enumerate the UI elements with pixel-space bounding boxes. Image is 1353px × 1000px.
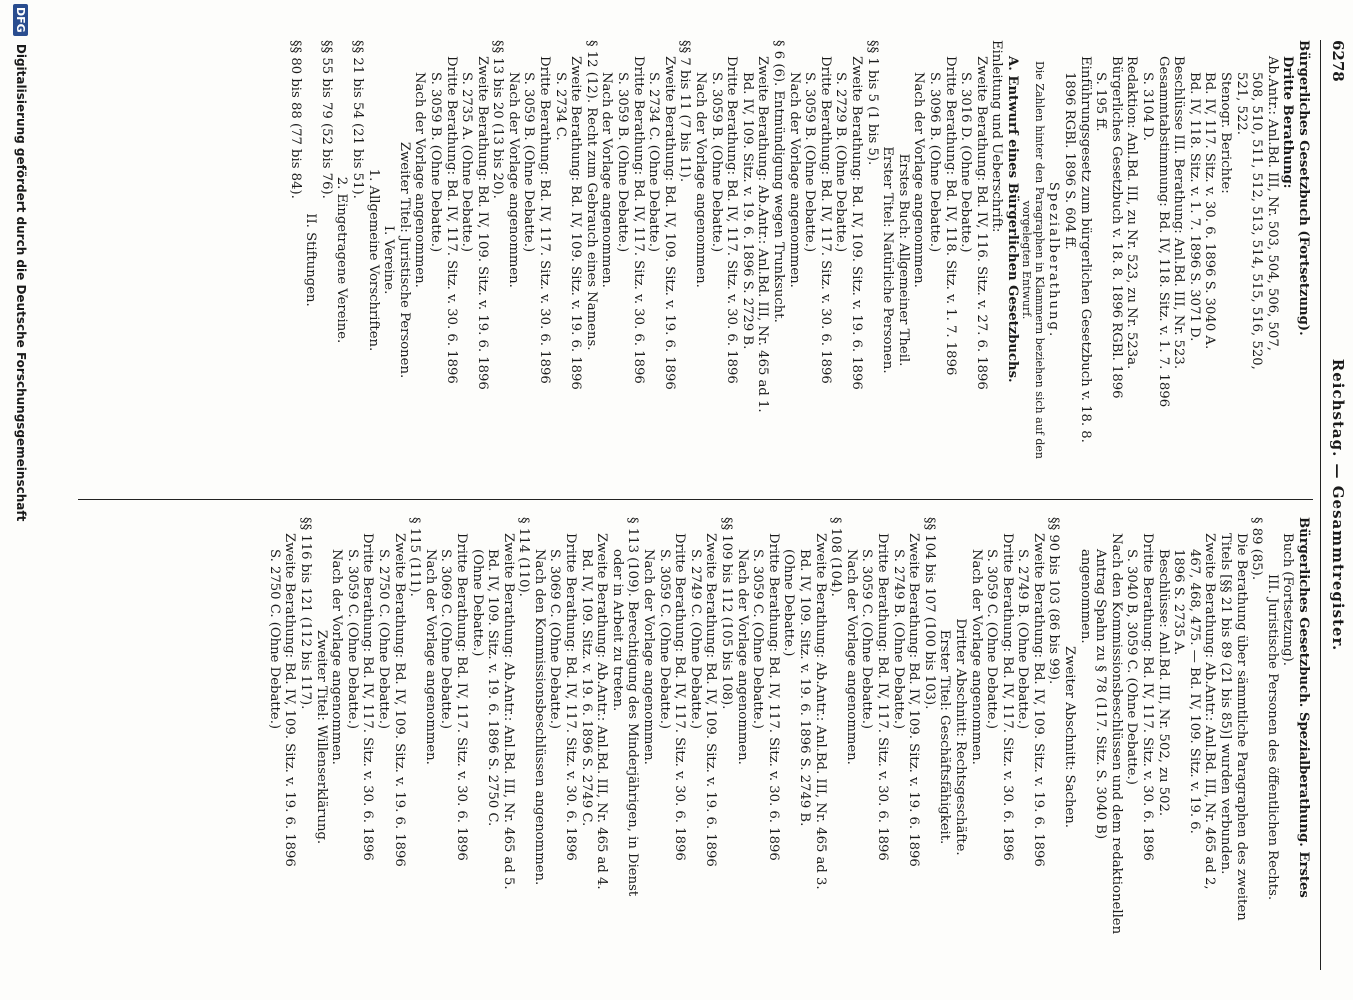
text-line: Die Berathung über sämmtliche Paragraphen des zweiten	[1233, 533, 1249, 921]
text-line: §§ 109 bis 112 (105 bis 108).	[719, 517, 735, 710]
column-divider	[78, 499, 1313, 500]
text-line: Nach der Vorlage angenommen.	[911, 72, 927, 288]
text-line: S. 2749 C. (Ohne Debatte.)	[687, 549, 703, 730]
text-line: 2. Eingetragene Vereine.	[334, 176, 350, 344]
text-line: S. 2734 C. (Ohne Debatte.)	[646, 72, 662, 253]
text-line: Nach der Vorlage angenommen.	[505, 72, 521, 288]
text-line: Nach den Kommissionsbeschlüssen angenommen.	[531, 549, 547, 886]
header-rule	[1320, 40, 1321, 970]
text-line: Zweiter Abschnitt: Sachen.	[1062, 646, 1078, 828]
text-line: Bd. IV, 118. Sitz. v. 1. 7. 1896 S. 3071 D.	[1186, 72, 1202, 342]
text-line: Nach der Vorlage angenommen.	[968, 549, 984, 765]
text-line: Dritte Berathung: Bd. IV, 117. Sitz. v. 30. 6. 1896	[874, 533, 890, 861]
text-line: Dritte Berathung: Bd. IV, 117. Sitz. v. 30. 6. 1896	[443, 56, 459, 384]
text-line: 467, 468, 475. — Bd. IV, 109. Sitz. v. 19. 6.	[1186, 549, 1202, 834]
text-line: § 12 (12). Recht zum Gebrauch eines Namens.	[583, 40, 599, 351]
text-line: §§ 1 bis 5 (1 bis 5).	[864, 40, 880, 166]
text-line: Erstes Buch: Allgemeiner Theil.	[895, 153, 911, 367]
text-line: Buch (Fortsetzung).	[1280, 533, 1296, 666]
text-line: §§ 21 bis 54 (21 bis 51).	[349, 40, 365, 199]
text-line: Dritte Berathung: Bd. IV, 117. Sitz. v. 30. 6. 1896	[999, 533, 1015, 861]
text-line: S. 3059 C. (Ohne Debatte.)	[859, 549, 875, 730]
text-line: Bürgerliches Gesetzbuch v. 18. 8. 1896 RGBl. 1896	[1108, 56, 1124, 399]
text-line: Bürgerliches Gesetzbuch. Spezialberathung. Erstes	[1296, 517, 1311, 898]
text-line: Zweiter Titel: Willenserklärung.	[313, 629, 329, 845]
text-line: Dritte Berathung: Bd. IV, 117. Sitz. v. 30. 6. 1896	[817, 56, 833, 384]
text-line: (Ohne Debatte.)	[469, 549, 485, 657]
right-column	[266, 517, 1311, 957]
text-line: S. 3059 B. (Ohne Debatte.)	[708, 72, 724, 253]
left-column	[287, 40, 1311, 480]
text-line: Beschlüsse: Anl.Bd. III, Nr. 502, zu 502.	[1155, 549, 1171, 817]
text-line: Dritte Berathung: Bd. IV, 117. Sitz. v. 30. 6. 1896	[1140, 533, 1156, 861]
text-line: §§ 13 bis 20 (13 bis 20).	[490, 40, 506, 199]
text-line: Zweite Berathung: Bd. IV, 116. Sitz. v. 27. 6. 1896	[973, 56, 989, 390]
text-line: Nach der Vorlage angenommen.	[329, 549, 345, 765]
footer-text: Digitalisierung gefördert durch die Deutsche Forschungsgemeinschaft	[14, 43, 28, 522]
text-line: Zweite Berathung: Ab.Antr.: Anl.Bd. III, Nr. 465 ad 1.	[755, 56, 771, 413]
text-line: Zweite Berathung: Ab.Antr.: Anl.Bd. III, Nr. 465 ad 2,	[1202, 533, 1218, 890]
text-line: Zweite Berathung: Bd. IV, 109. Sitz. v. 19. 6. 1896	[282, 533, 298, 867]
text-line: Zweite Berathung: Bd. IV, 109. Sitz. v. 19. 6. 1896	[568, 56, 584, 390]
text-line: Redaktion: Anl.Bd. III, zu Nr. 523, zu Nr. 523a.	[1124, 56, 1140, 370]
text-line: II. Stiftungen.	[303, 213, 319, 307]
text-line: 1896 S. 2735 A.	[1171, 549, 1187, 656]
text-line: Bd. IV, 109. Sitz. v. 19. 6. 1896 S. 2750 C.	[485, 549, 501, 827]
text-line: Ab.Antr.: Anl.Bd. III, Nr. 503, 504, 506, 507,	[1264, 56, 1280, 351]
text-line: Zweite Berathung: Bd. IV, 109. Sitz. v. 19. 6. 1896	[474, 56, 490, 390]
text-line: 1896 RGBl. 1896 S. 604 ff.	[1062, 72, 1078, 250]
text-line: III. Juristische Personen des öffentlichen Rechts.	[1264, 573, 1280, 901]
text-line: Zweite Berathung: Bd. IV, 109. Sitz. v. 19. 6. 1896	[1030, 533, 1046, 867]
text-line: § 108 (104).	[828, 517, 844, 597]
text-line: S. 2734 C.	[552, 72, 568, 141]
text-line: I. Vereine.	[381, 225, 397, 295]
text-line: Nach den Kommissionsbeschlüssen und dem redaktionellen	[1108, 533, 1124, 935]
text-line: Nach der Vorlage angenommen.	[641, 549, 657, 765]
text-line: S. 195 ff.	[1093, 72, 1109, 132]
text-line: S. 3059 C. (Ohne Debatte.)	[750, 549, 766, 730]
text-line: Nach der Vorlage angenommen.	[843, 549, 859, 765]
text-line: Gesammtabstimmung: Bd. IV, 118. Sitz. v. 1. 7. 1896	[1155, 56, 1171, 408]
text-line: S. 3016 D. (Ohne Debatte.)	[958, 72, 974, 253]
text-line: § 113 (109). Berechtigung des Minderjährigen, in Dienst	[625, 517, 641, 897]
text-line: Bürgerliches Gesetzbuch (Fortsetzung).	[1296, 40, 1311, 336]
text-line: Bd. IV, 109. Sitz. v. 19. 6. 1896 S. 2749 C.	[578, 549, 594, 827]
text-line: Zweite Berathung: Bd. IV, 109. Sitz. v. 19. 6. 1896	[848, 56, 864, 390]
text-line: Dritte Berathung: Bd. IV, 117. Sitz. v. 30. 6. 1896	[672, 533, 688, 861]
text-line: Zweite Berathung: Bd. IV, 109. Sitz. v. 19. 6. 1896	[703, 533, 719, 867]
text-line: Die Zahlen hinter den Paragraphen in Klammern beziehen sich auf den vorgelegten Entwurf.	[1019, 60, 1046, 459]
text-line: S. 3040 B, 3059 C. (Ohne Debatte.)	[1124, 549, 1140, 785]
text-line: Dritte Berathung: Bd. IV, 117. Sitz. v. 30. 6. 1896	[630, 56, 646, 384]
text-line: Zweite Berathung: Bd. IV, 109. Sitz. v. 19. 6. 1896	[661, 56, 677, 390]
text-line: Erster Titel: Natürliche Personen.	[880, 146, 896, 374]
text-line: angenommen.	[1077, 549, 1093, 644]
text-line: Dritte Berathung: Bd. IV, 117. Sitz. v. 30. 6. 1896	[724, 56, 740, 384]
text-line: §§ 7 bis 11 (7 bis 11).	[677, 40, 693, 183]
page-header	[1321, 40, 1347, 970]
text-line: Erster Titel: Geschäftsfähigkeit.	[937, 629, 953, 845]
footer-credit	[6, 4, 28, 994]
text-line: S. 2735 A. (Ohne Debatte.)	[459, 72, 475, 252]
text-line: S. 3069 C. (Ohne Debatte.)	[438, 549, 454, 730]
dfg-logo: DFG	[13, 4, 28, 36]
text-line: 1. Allgemeine Vorschriften.	[365, 168, 381, 352]
text-line: S. 2750 C. (Ohne Debatte.)	[375, 549, 391, 730]
text-line: Zweiter Titel: Juristische Personen.	[396, 141, 412, 379]
text-line: Dritte Berathung:	[1280, 56, 1296, 189]
page-number: 6278	[1329, 40, 1347, 82]
text-line: 508, 510, 511, 512, 513, 514, 515, 516, 520,	[1249, 72, 1265, 370]
text-line: Dritte Berathung: Bd. IV, 117. Sitz. v. 30. 6. 1896	[360, 533, 376, 861]
text-line: S. 3059 B. (Ohne Debatte.)	[521, 72, 537, 253]
text-line: Dritte Berathung: Bd. IV, 117. Sitz. v. 30. 6. 1896	[765, 533, 781, 861]
text-line: Dritte Berathung: Bd. IV, 117. Sitz. v. 30. 6. 1896	[563, 533, 579, 861]
text-line: Zweite Berathung: Ab.Antr.: Anl.Bd. III, Nr. 465 ad 5.	[500, 533, 516, 890]
text-line: S. 3059 B. (Ohne Debatte.)	[427, 72, 443, 253]
text-line: Nach der Vorlage angenommen.	[734, 549, 750, 765]
text-line: § 6 (6). Entmündigung wegen Trunksucht.	[771, 40, 786, 323]
text-line: § 114 (110).	[516, 517, 532, 597]
running-title: Reichstag. — Gesammtregister.	[1329, 358, 1347, 652]
text-line: Nach der Vorlage angenommen.	[693, 72, 709, 288]
text-line: oder in Arbeit zu treten.	[609, 549, 625, 712]
text-line: Einleitung und Ueberschrift:	[989, 40, 1005, 233]
text-line: §§ 90 bis 103 (86 bis 99).	[1046, 517, 1062, 685]
text-line: §§ 116 bis 121 (112 bis 117).	[298, 517, 313, 710]
text-line: S. 3069 C. (Ohne Debatte.)	[547, 549, 563, 730]
text-line: S. 3059 B. (Ohne Debatte.)	[615, 72, 631, 253]
text-line: §§ 80 bis 88 (77 bis 84).	[287, 40, 303, 199]
text-line: § 115 (111).	[407, 517, 423, 597]
text-line: Dritte Berathung: Bd. IV, 118. Sitz. v. 1. 7. 1896	[942, 56, 958, 376]
text-line: Antrag Spahn zu § 78 (117. Sitz. S. 3040 B)	[1093, 549, 1109, 840]
text-line: Einführungsgesetz zum bürgerlichen Gesetzbuch v. 18. 8.	[1077, 56, 1093, 443]
text-line: Nach der Vorlage angenommen.	[422, 549, 438, 765]
text-line: Zweite Berathung: Ab.Antr.: Anl.Bd. III, Nr. 465 ad 3.	[812, 533, 828, 890]
text-line: §§ 55 bis 79 (52 bis 76).	[318, 40, 334, 199]
text-line: Bd. IV, 109. Sitz. v. 19. 6. 1896 S. 2729 B.	[739, 72, 755, 350]
text-line: S. 2729 B. (Ohne Debatte.)	[833, 72, 849, 253]
text-line: (Ohne Debatte.)	[781, 549, 797, 657]
text-line: Titels [§§ 21 bis 89 (21 bis 85)] wurden verbunden.	[1218, 533, 1234, 875]
text-line: S. 3059 C. (Ohne Debatte.)	[344, 549, 360, 730]
text-line: S. 3059 C. (Ohne Debatte.)	[984, 549, 1000, 730]
text-line: S. 3059 C. (Ohne Debatte.)	[656, 549, 672, 730]
text-line: S. 2750 C. (Ohne Debatte.)	[266, 549, 282, 730]
text-line: Dritte Berathung: Bd. IV, 117. Sitz. v. 30. 6. 1896	[453, 533, 469, 861]
text-line: Zweite Berathung: Bd. IV, 109. Sitz. v. 19. 6. 1896	[391, 533, 407, 867]
text-line: Bd. IV, 117. Sitz. v. 30. 6. 1896 S. 3040 A.	[1202, 72, 1218, 350]
text-line: Bd. IV, 109. Sitz. v. 19. 6. 1896 S. 2749 B.	[797, 549, 812, 827]
text-line: S. 3059 B. (Ohne Debatte.)	[802, 72, 818, 253]
text-line: Zweite Berathung: Bd. IV, 109. Sitz. v. 19. 6. 1896	[906, 533, 922, 867]
text-line: S. 2749 B. (Ohne Debatte.)	[890, 549, 906, 730]
text-line: S. 3096 B. (Ohne Debatte.)	[926, 72, 942, 253]
text-line: Nach der Vorlage angenommen.	[786, 72, 802, 288]
text-line: 521, 522.	[1233, 72, 1249, 135]
text-line: Beschlüsse III. Berathung: Anl.Bd. III, Nr. 523.	[1171, 56, 1187, 370]
text-line: Nach der Vorlage angenommen.	[599, 72, 615, 288]
text-line: §§ 104 bis 107 (100 bis 103).	[921, 517, 937, 710]
text-line: S. 2749 B. (Ohne Debatte.)	[1015, 549, 1031, 730]
text-line: Nach der Vorlage angenommen.	[412, 72, 428, 288]
text-line: Zweite Berathung: Ab.Antr.: Anl.Bd. III, Nr. 465 ad 4.	[594, 533, 610, 890]
text-line: Stenogr. Berichte:	[1218, 72, 1234, 194]
text-line: Dritte Berathung: Bd. IV, 117. Sitz. v. 30. 6. 1896	[537, 56, 553, 384]
text-line: A. Entwurf eines Bürgerlichen Gesetzbuchs.	[1004, 56, 1020, 383]
text-line: Spezialberathung.	[1046, 181, 1062, 339]
text-line: S. 3104 D.	[1140, 72, 1156, 141]
text-line: § 89 (85).	[1249, 517, 1265, 581]
text-line: Dritter Abschnitt: Rechtsgeschäfte.	[952, 618, 968, 856]
